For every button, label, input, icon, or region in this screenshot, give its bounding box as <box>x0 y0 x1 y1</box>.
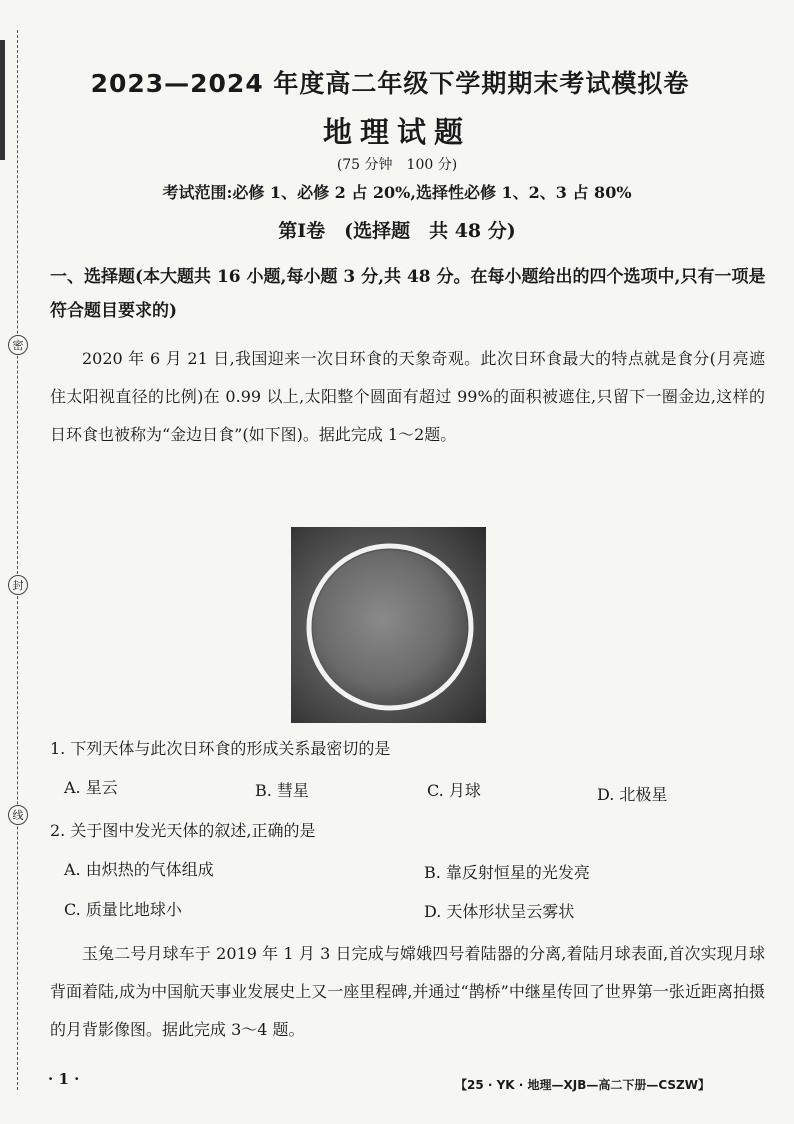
exam-code: 【25 · YK · 地理—XJB—高二下册—CSZW】 <box>455 1078 710 1092</box>
page-number: · 1 · <box>48 1070 80 1088</box>
q2-option-c: C. 质量比地球小 <box>64 900 182 919</box>
annular-eclipse-image <box>291 527 486 723</box>
q2-option-d: D. 天体形状呈云雾状 <box>424 902 575 921</box>
eclipse-illustration <box>291 527 486 723</box>
q1-option-b: B. 彗星 <box>255 781 309 800</box>
question-2-stem: 2. 关于图中发光天体的叙述,正确的是 <box>50 821 316 840</box>
subject-title: 地理试题 <box>322 115 471 149</box>
q2-option-b: B. 靠反射恒星的光发亮 <box>424 863 590 882</box>
q1-option-a: A. 星云 <box>64 778 118 797</box>
section-instruction: 一、选择题(本大题共 16 小题,每小题 3 分,共 48 分。在每小题给出的四个选项中,只有一项是符合题目要求的) <box>50 267 766 321</box>
passage-yutu: 玉兔二号月球车于 2019 年 1 月 3 日完成与嫦娥四号着陆器的分离,着陆月球表面,首次实现月球背面着陆,成为中国航天事业发展史上又一座里程碑,并通过“鹊桥”中继星传回了世界第一张近距离拍摄的月背影像图。据此完成 3～4 题。 <box>50 944 765 1039</box>
exam-title: 2023—2024 年度高二年级下学期期末考试模拟卷 <box>90 69 690 98</box>
question-1-stem: 1. 下列天体与此次日环食的形成关系最密切的是 <box>50 739 391 758</box>
time-score: (75 分钟 100 分) <box>336 157 458 173</box>
q1-option-d: D. 北极星 <box>597 785 668 804</box>
moon-disc <box>313 550 467 704</box>
volume-heading: 第Ⅰ卷 (选择题 共 48 分) <box>278 220 516 242</box>
exam-scope: 考试范围:必修 1、必修 2 占 20%,选择性必修 1、2、3 占 80% <box>162 183 632 202</box>
margin-char-seal: 封 <box>8 575 28 595</box>
q2-option-a: A. 由炽热的气体组成 <box>64 860 214 879</box>
margin-char-line: 线 <box>8 805 28 825</box>
q1-option-c: C. 月球 <box>427 781 481 800</box>
passage-eclipse: 2020 年 6 月 21 日,我国迎来一次日环食的天象奇观。此次日环食最大的特点就是食分(月亮遮住太阳视直径的比例)在 0.99 以上,太阳整个圆面有超过 99%的面积被遮住,只留下一圈金边,这样的日环食也被称为“金边日食”(如下图)。据此完成 1～2题。 <box>50 349 765 444</box>
margin-char-seal: 密 <box>8 335 28 355</box>
